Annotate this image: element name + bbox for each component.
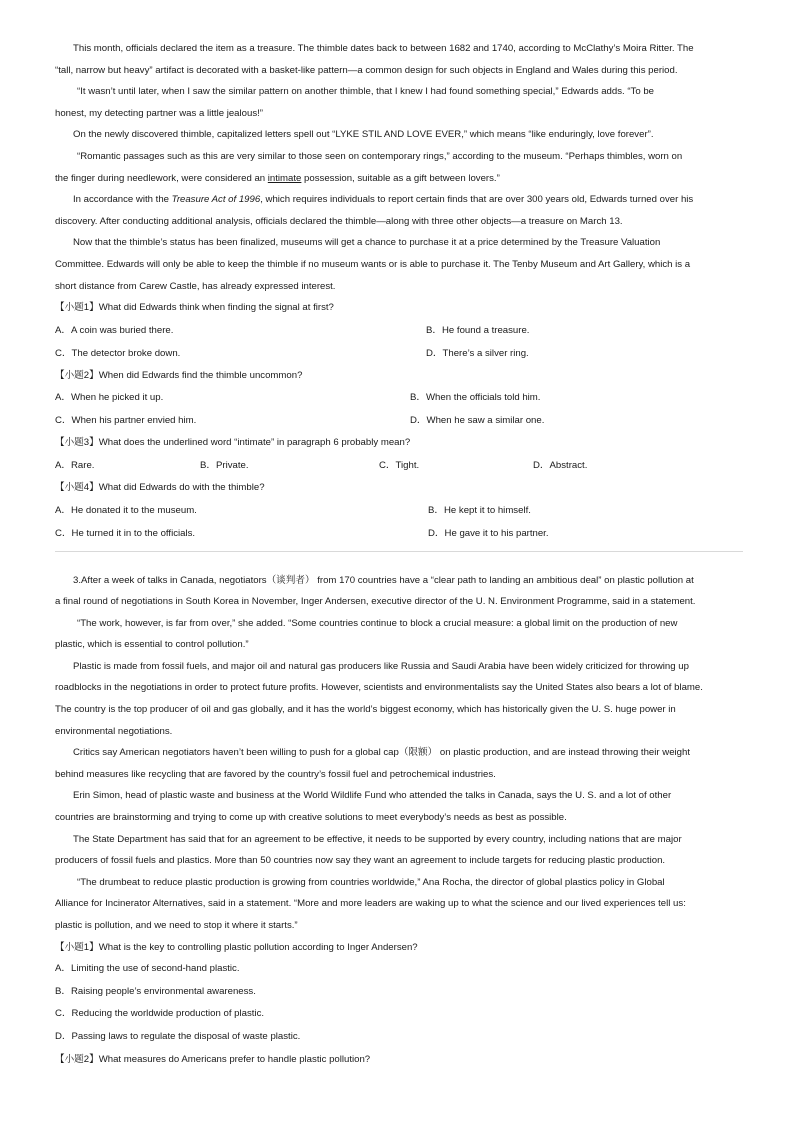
option-d[interactable]: D．When he saw a similar one. <box>410 415 545 427</box>
option-row <box>55 409 743 432</box>
paragraph-line: “It wasn’t until later, when I saw the similar pattern on another thimble, that I knew I had found something special,” Edwards adds. “To be <box>77 86 654 98</box>
paragraph-line: producers of fossil fuels and plastics. More than 50 countries now say they want an agreement to include targets for reducing plastic production. <box>55 855 666 867</box>
option-c[interactable]: C．Tight. <box>379 459 420 471</box>
paragraph-line: Now that the thimble’s status has been finalized, museums will get a chance to purchase it at a price determined by the Treasure Valuation <box>73 237 661 249</box>
paragraph-line: honest, my detecting partner was a little jealous!” <box>55 107 263 119</box>
paragraph-line: Plastic is made from fossil fuels, and major oil and natural gas producers like Russia and Saudi Arabia have been widely criticized for throwing up <box>73 660 689 672</box>
option-row <box>55 522 743 545</box>
paragraph-line: behind measures like recycling that are favored by the country’s fossil fuel and petrochemical industries. <box>55 768 496 780</box>
option-d[interactable]: D．Abstract. <box>533 459 588 471</box>
paragraph-line: plastic, which is essential to control pollution.” <box>55 639 249 651</box>
paragraph-line: Critics say American negotiators haven’t been willing to push for a global cap（限额） on plastic production, and are instead throwing their weight <box>73 747 690 759</box>
option-b[interactable]: B．Private. <box>200 459 249 471</box>
option-b[interactable]: B．Raising people’s environmental awareness. <box>55 985 256 997</box>
question-stem: 【小题1】What is the key to controlling plastic pollution according to Inger Andersen? <box>55 941 418 953</box>
option-row <box>55 499 743 522</box>
option-a[interactable]: A．When he picked it up. <box>55 392 164 404</box>
question-stem: 【小题2】What measures do Americans prefer to handle plastic pollution? <box>55 1053 371 1065</box>
question-stem: 【小题1】What did Edwards think when finding the signal at first? <box>55 302 334 314</box>
option-row <box>55 386 743 409</box>
section-divider <box>55 551 743 552</box>
paragraph-line: environmental negotiations. <box>55 725 173 737</box>
option-d[interactable]: D．He gave it to his partner. <box>428 527 549 539</box>
option-b[interactable]: B．He found a treasure. <box>426 324 530 336</box>
paragraph-line: The country is the top producer of oil and gas globally, and it has the world’s biggest economy, which has historically given the U. S. huge power in <box>55 704 676 716</box>
option-row <box>55 342 743 365</box>
option-d[interactable]: D．Passing laws to regulate the disposal of waste plastic. <box>55 1030 301 1042</box>
paragraph-line: 3.After a week of talks in Canada, negotiators（谈判者） from 170 countries have a “clear path to landing an ambitious deal” on plastic pollution at <box>73 574 694 586</box>
paragraph-line <box>55 189 743 211</box>
paragraph-line: discovery. After conducting additional analysis, officials declared the thimble—along with three other objects—a treasure on March 13. <box>55 215 623 227</box>
paragraph-line: “The work, however, is far from over,” she added. “Some countries continue to block a crucial measure: a global limit on the production of new <box>77 617 678 629</box>
option-a[interactable]: A．Limiting the use of second-hand plastic. <box>55 963 240 975</box>
option-d[interactable]: D．There’s a silver ring. <box>426 347 529 359</box>
paragraph-line: Committee. Edwards will only be able to keep the thimble if no museum wants or is able to purchase it. The Tenby Museum and Art Gallery, which is a <box>55 258 691 270</box>
text-span: , which requires individuals to report certain finds that are over 300 years old, Edwards turned over his <box>260 194 694 206</box>
paragraph-line: The State Department has said that for an agreement to be effective, it needs to be supported by every country, including nations that are major <box>73 833 682 845</box>
option-c[interactable]: C．Reducing the worldwide production of plastic. <box>55 1008 265 1020</box>
paragraph-line: short distance from Carew Castle, has already expressed interest. <box>55 280 336 292</box>
passage-1 <box>55 38 743 545</box>
passage-2 <box>55 570 743 1071</box>
option-b[interactable]: B．When the officials told him. <box>410 392 541 404</box>
option-a[interactable]: A．A coin was buried there. <box>55 324 174 336</box>
option-b[interactable]: B．He kept it to himself. <box>428 504 531 516</box>
option-a[interactable]: A．Rare. <box>55 459 95 471</box>
paragraph-line: a final round of negotiations in South Korea in November, Inger Andersen, executive director of the U. N. Environment Programme, said in a statement. <box>55 596 696 608</box>
option-a[interactable]: A．He donated it to the museum. <box>55 504 197 516</box>
option-c[interactable]: C．When his partner envied him. <box>55 415 197 427</box>
paragraph-line: Erin Simon, head of plastic waste and business at the World Wildlife Fund who attended the talks in Canada, says the U. S. and a lot of other <box>73 790 672 802</box>
italic-title: Treasure Act of 1996 <box>171 194 261 206</box>
paragraph-line: “The drumbeat to reduce plastic production is growing from countries worldwide,” Ana Rocha, the director of global plastics policy in Global <box>77 876 665 888</box>
paragraph-line <box>55 168 743 190</box>
option-row <box>55 319 743 342</box>
paragraph-line: This month, officials declared the item as a treasure. The thimble dates back to between 1682 and 1740, according to McClathy’s Moira Ritter. The <box>73 43 694 54</box>
question-stem: 【小题2】When did Edwards find the thimble uncommon? <box>55 369 303 381</box>
paragraph-line: countries are brainstorming and trying to come up with creative solutions to meet everybody’s needs as best as possible. <box>55 812 567 824</box>
option-c[interactable]: C．He turned it in to the officials. <box>55 527 196 539</box>
paragraph-line: plastic is pollution, and we need to stop it where it starts.” <box>55 920 298 931</box>
paragraph-line: Alliance for Incinerator Alternatives, said in a statement. “More and more leaders are waking up to what the science and our lived experiences tell us: <box>55 898 686 910</box>
document-page <box>55 38 743 1070</box>
paragraph-line: “Romantic passages such as this are very similar to those seen on contemporary rings,” according to the museum. “Perhaps thimbles, worn on <box>77 150 683 162</box>
text-span: the finger during needlework, were considered an <box>55 172 268 184</box>
option-c[interactable]: C．The detector broke down. <box>55 347 181 359</box>
paragraph-line: On the newly discovered thimble, capitalized letters spell out “LYKE STIL AND LOVE EVER,” which means “like enduringly, love forever”. <box>73 129 654 141</box>
question-stem: 【小题3】What does the underlined word “intimate” in paragraph 6 probably mean? <box>55 437 411 449</box>
text-span: possession, suitable as a gift between lovers.” <box>301 172 500 184</box>
underlined-word: intimate <box>267 172 302 184</box>
paragraph-line: roadblocks in the negotiations in order to protect future profits. However, scientists and environmentalists say the United States also bears a lot of blame. <box>55 682 703 694</box>
paragraph-line: “tall, narrow but heavy” artifact is decorated with a basket-like pattern—a common design for such objects in England and Wales during this period. <box>55 64 678 76</box>
question-stem: 【小题4】What did Edwards do with the thimble? <box>55 481 265 493</box>
option-row <box>55 454 743 477</box>
text-span: In accordance with the <box>73 194 172 206</box>
